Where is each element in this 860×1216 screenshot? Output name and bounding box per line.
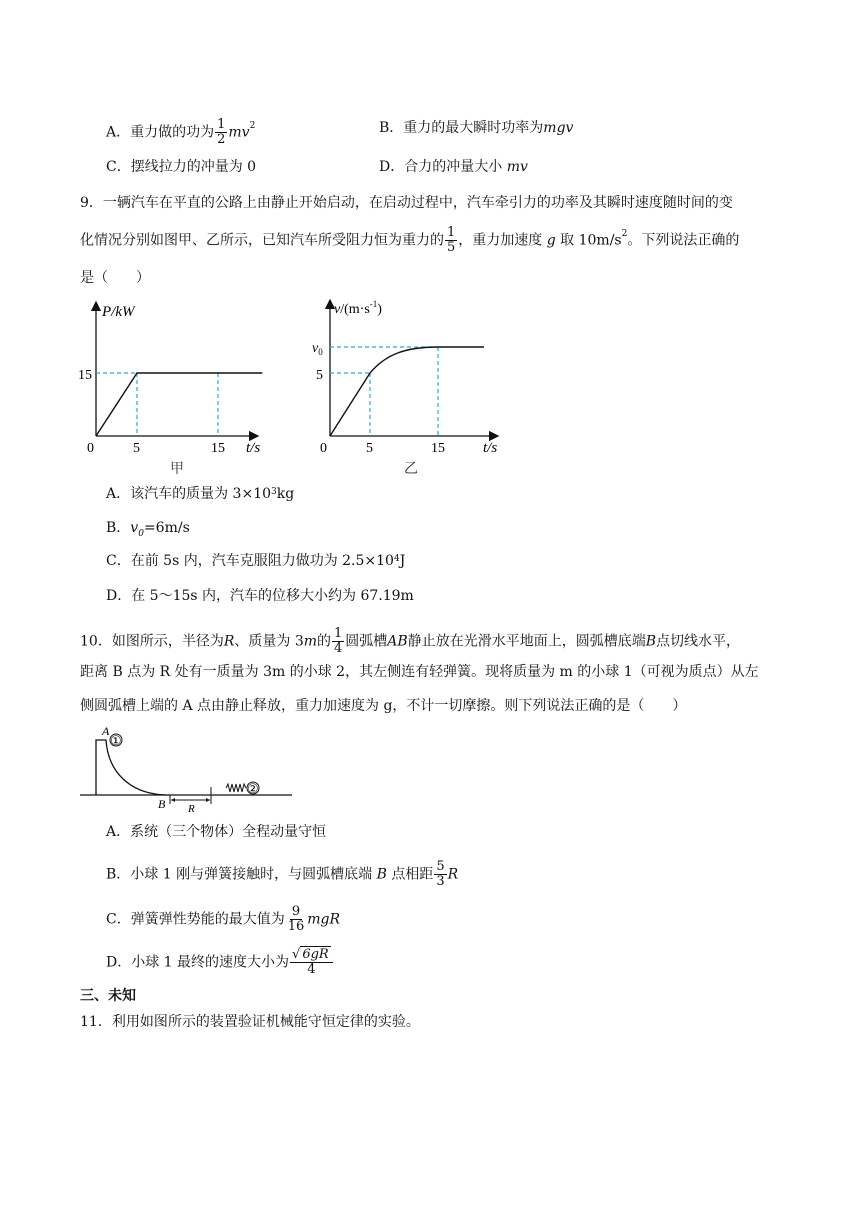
- q9-option-d: D．在 5～15s 内，汽车的位移大小约为 67.19m: [106, 588, 414, 604]
- q9-stem-line2: [80, 226, 739, 255]
- point-b-label: B: [158, 797, 166, 811]
- superscript: 2: [249, 121, 256, 131]
- distance-label-R: R: [188, 803, 195, 812]
- q10-var-R: R: [223, 633, 235, 650]
- q10-option-d: [106, 948, 334, 977]
- q9-var-v: v: [130, 520, 139, 536]
- q9-option-a-pre: A．该汽车的质量为 3×10: [106, 486, 272, 502]
- q9-option-c: [106, 551, 405, 571]
- x-tick-5: 5: [366, 441, 373, 456]
- q9-stem-line3: 是（ ）: [80, 270, 150, 286]
- q8-option-b-var: mgv: [543, 120, 574, 136]
- fraction: [445, 226, 457, 255]
- q10-option-b: [106, 860, 458, 889]
- q10-var-mgR: mgR: [307, 911, 341, 928]
- denominator: 3: [436, 874, 445, 889]
- figure-caption: 甲: [170, 462, 184, 476]
- ball-2-label: ②: [247, 781, 259, 796]
- q10-figure: [78, 724, 294, 812]
- q9-figure-yi: [306, 296, 506, 476]
- y-axis-label: [101, 304, 136, 320]
- subscript: 0: [138, 528, 144, 539]
- sqrt-content: 6gR: [302, 947, 329, 962]
- q8-option-c: C．摆线拉力的冲量为 0: [106, 159, 257, 175]
- fraction: [286, 905, 307, 934]
- fraction: [434, 860, 446, 889]
- x-tick-5: 5: [133, 441, 140, 456]
- fraction: [290, 948, 333, 977]
- q8-option-d: [379, 157, 528, 177]
- q9-stem-line2-post: 取 10m/s: [560, 232, 622, 249]
- q10-stem-a: 、质量为 3: [234, 633, 304, 650]
- q10-option-c: [106, 905, 340, 934]
- superscript: 4: [393, 554, 400, 564]
- q9-stem-line2-mid: ，重力加速度: [458, 232, 543, 249]
- q10-stem-d: 静止放在光滑水平地面上，圆弧槽底端: [407, 633, 646, 650]
- origin-label: 0: [87, 441, 94, 456]
- q9-option-b-post: =6m/s: [143, 520, 190, 536]
- q8-option-a-var: mv: [228, 124, 250, 141]
- section-heading: 三、未知: [80, 988, 136, 1004]
- numerator: 1: [334, 626, 343, 641]
- q11-stem: 11．利用如图所示的装置验证机械能守恒定律的实验。: [80, 1014, 420, 1030]
- q8-option-a: [106, 118, 255, 147]
- point-a-label: A: [102, 724, 110, 738]
- q9-option-a: [106, 484, 294, 504]
- q10-option-b-pre: B．小球 1 刚与弹簧接触时，与圆弧槽底端: [106, 866, 373, 883]
- y-tick-15: 15: [78, 368, 92, 383]
- q8-option-a-pre: A．重力做的功为: [106, 124, 215, 141]
- power-curve: [96, 373, 262, 436]
- denominator: 16: [287, 919, 305, 934]
- q10-var-B: B: [376, 866, 387, 883]
- q10-var-R: R: [447, 866, 459, 883]
- q10-var-B: B: [645, 633, 656, 650]
- x-axis-label: t/s: [246, 440, 261, 456]
- q10-stem-line2: 距离 B 点为 R 处有一质量为 3m 的小球 2，其左侧连有轻弹簧。现将质量为 m 的小球 1（可视为质点）从左: [80, 664, 759, 680]
- q10-var-m: m: [303, 633, 318, 650]
- q10-stem-line1: [80, 627, 740, 656]
- ball-1-label: ①: [110, 733, 122, 748]
- numerator: 1: [447, 225, 456, 240]
- spring: [226, 784, 246, 792]
- q9-option-b-label: B．: [106, 520, 131, 536]
- q10-stem-pre: 10．如图所示，半径为: [80, 633, 224, 650]
- q8-option-d-var: mv: [506, 159, 528, 175]
- numerator: 5: [436, 859, 445, 874]
- origin-label: 0: [320, 441, 327, 456]
- q9-stem-line2-end: 。下列说法正确的: [627, 232, 740, 249]
- q9-option-c-pre: C．在前 5s 内，汽车克服阻力做功为 2.5×10: [106, 553, 394, 569]
- arc-groove: [96, 740, 166, 795]
- q8-option-b-pre: B．重力的最大瞬时功率为: [379, 120, 544, 136]
- velocity-curve: [330, 347, 484, 436]
- q9-option-c-post: J: [399, 553, 406, 569]
- y-tick-5: 5: [316, 368, 323, 383]
- superscript: 2: [621, 229, 628, 239]
- y-axis-label-text: P/kW: [102, 304, 135, 320]
- fraction: [215, 118, 227, 147]
- q10-option-b-mid: 点相距: [391, 866, 434, 883]
- q10-option-c-pre: C．弹簧弹性势能的最大值为: [106, 911, 285, 928]
- q9-var-g: g: [546, 232, 556, 249]
- denominator: 5: [447, 240, 456, 255]
- q9-figure-jia: [76, 296, 266, 476]
- q9-stem-line1: 9．一辆汽车在平直的公路上由静止开始启动，在启动过程中，汽车牵引力的功率及其瞬时速度随时间的变: [80, 195, 733, 211]
- q10-stem-line3: 侧圆弧槽上端的 A 点由静止释放，重力加速度为 g，不计一切摩擦。则下列说法正确的是（ ）: [80, 698, 687, 714]
- fraction: [332, 627, 344, 656]
- figure-caption: 乙: [404, 462, 418, 476]
- numerator: 9: [291, 904, 301, 919]
- q10-var-AB: AB: [387, 633, 408, 650]
- numerator: √ 6gR: [290, 948, 333, 963]
- y-axis-label: $v/(m\cdot s^{-1})$: [334, 299, 382, 317]
- q10-option-d-pre: D．小球 1 最终的速度大小为: [106, 954, 290, 971]
- denominator: 4: [307, 962, 316, 977]
- q10-option-a: A．系统（三个物体）全程动量守恒: [106, 824, 327, 840]
- q9-option-b: [106, 518, 190, 544]
- q10-stem-c: 圆弧槽: [345, 633, 388, 650]
- q8-option-d-pre: D．合力的冲量大小: [379, 159, 503, 175]
- y-tick-v0: $v_0$: [312, 341, 323, 357]
- q9-option-a-post: kg: [276, 486, 295, 502]
- denominator: 2: [217, 132, 226, 147]
- superscript: 3: [271, 487, 277, 497]
- x-axis-label: t/s: [483, 440, 498, 456]
- numerator: 1: [217, 117, 226, 132]
- q8-option-b: [379, 118, 573, 138]
- denominator: 4: [334, 641, 343, 656]
- q10-stem-e: 点切线水平，: [656, 633, 740, 650]
- x-tick-15: 15: [211, 441, 225, 456]
- q10-stem-b: 的: [317, 633, 332, 650]
- q9-stem-line2-pre: 化情况分别如图甲、乙所示，已知汽车所受阻力恒为重力的: [80, 232, 444, 249]
- x-tick-15: 15: [431, 441, 445, 456]
